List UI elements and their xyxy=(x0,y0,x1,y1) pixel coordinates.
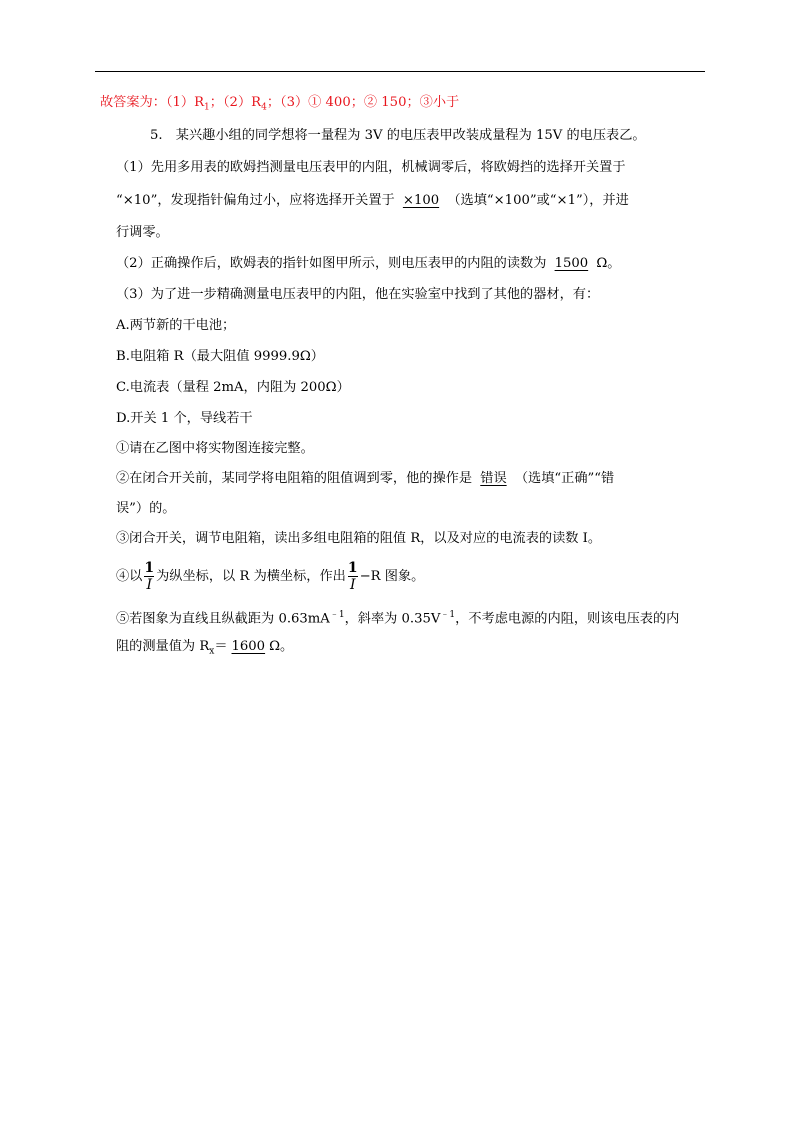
step4: ④以 $\frac{1}{I}$ 为纵坐标，以 R 为横坐标，作出 $\frac{1}{I}$ −R 图象。 xyxy=(116,560,425,593)
step5-line1: ⑤若图象为直线且纵截距为 $0.63mA^{﹣1}$，斜率为 $0.35V^{﹣1}$，不考虑电源的内阻，则该电压表的内 xyxy=(116,610,680,627)
part3-intro: （3）为了进一步精确测量电压表甲的内阻，他在实验室中找到了其他的器材，有： xyxy=(116,287,600,302)
fraction-one-over-i-2: $\frac{1}{I}$ xyxy=(347,560,358,593)
step2-answer: 错误 xyxy=(480,471,507,486)
part1-answer: ×100 xyxy=(402,193,440,208)
part2-answer: 1500 xyxy=(554,256,589,271)
part1-line3: 行调零。 xyxy=(116,225,169,240)
step2-line1: ②在闭合开关前，某同学将电阻箱的阻值调到零，他的操作是 错误 （选填“正确”“错 xyxy=(116,469,614,489)
fraction-one-over-i: $\frac{1}{I}$ xyxy=(144,560,155,593)
step2-line2: 误”）的。 xyxy=(116,501,176,516)
part1-line1: （1）先用多用表的欧姆挡测量电压表甲的内阻，机械调零后，将欧姆挡的选择开关置于 xyxy=(116,160,626,175)
step3: ③闭合开关，调节电阻箱，读出多组电阻箱的阻值 R，以及对应的电流表的读数 I。 xyxy=(116,531,602,546)
step5-line2: 阻的测量值为 $R_x= 1600$ Ω。 xyxy=(116,639,294,657)
equipment-item-a: A.两节新的干电池； xyxy=(116,318,236,333)
equipment-item-d: D.开关 1 个，导线若干 xyxy=(116,411,253,426)
part1-line2: “×10”，发现指针偏角过小，应将选择开关置于 ×100 （选填“×100”或“×1”），并进 xyxy=(116,191,629,211)
header-rule xyxy=(95,71,705,72)
step5-answer: 1600 xyxy=(231,639,266,654)
equipment-item-c: C.电流表（量程 2mA，内阻为 200Ω） xyxy=(116,380,350,395)
answer-line: 故答案为：$(1)R_1$；$(2)R_4$；（3）① 400；② 150；③小于 xyxy=(100,95,460,113)
question-intro: 5. 某兴趣小组的同学想将一量程为 3V 的电压表甲改装成量程为 15V 的电压表乙。 xyxy=(150,128,646,143)
step1: ①请在乙图中将实物图连接完整。 xyxy=(116,441,314,456)
equipment-item-b: B.电阻箱 R（最大阻值 9999.9Ω） xyxy=(116,349,324,364)
part2-line: （2）正确操作后，欧姆表的指针如图甲所示，则电压表甲的内阻的读数为 1500 Ω。 xyxy=(116,254,620,274)
